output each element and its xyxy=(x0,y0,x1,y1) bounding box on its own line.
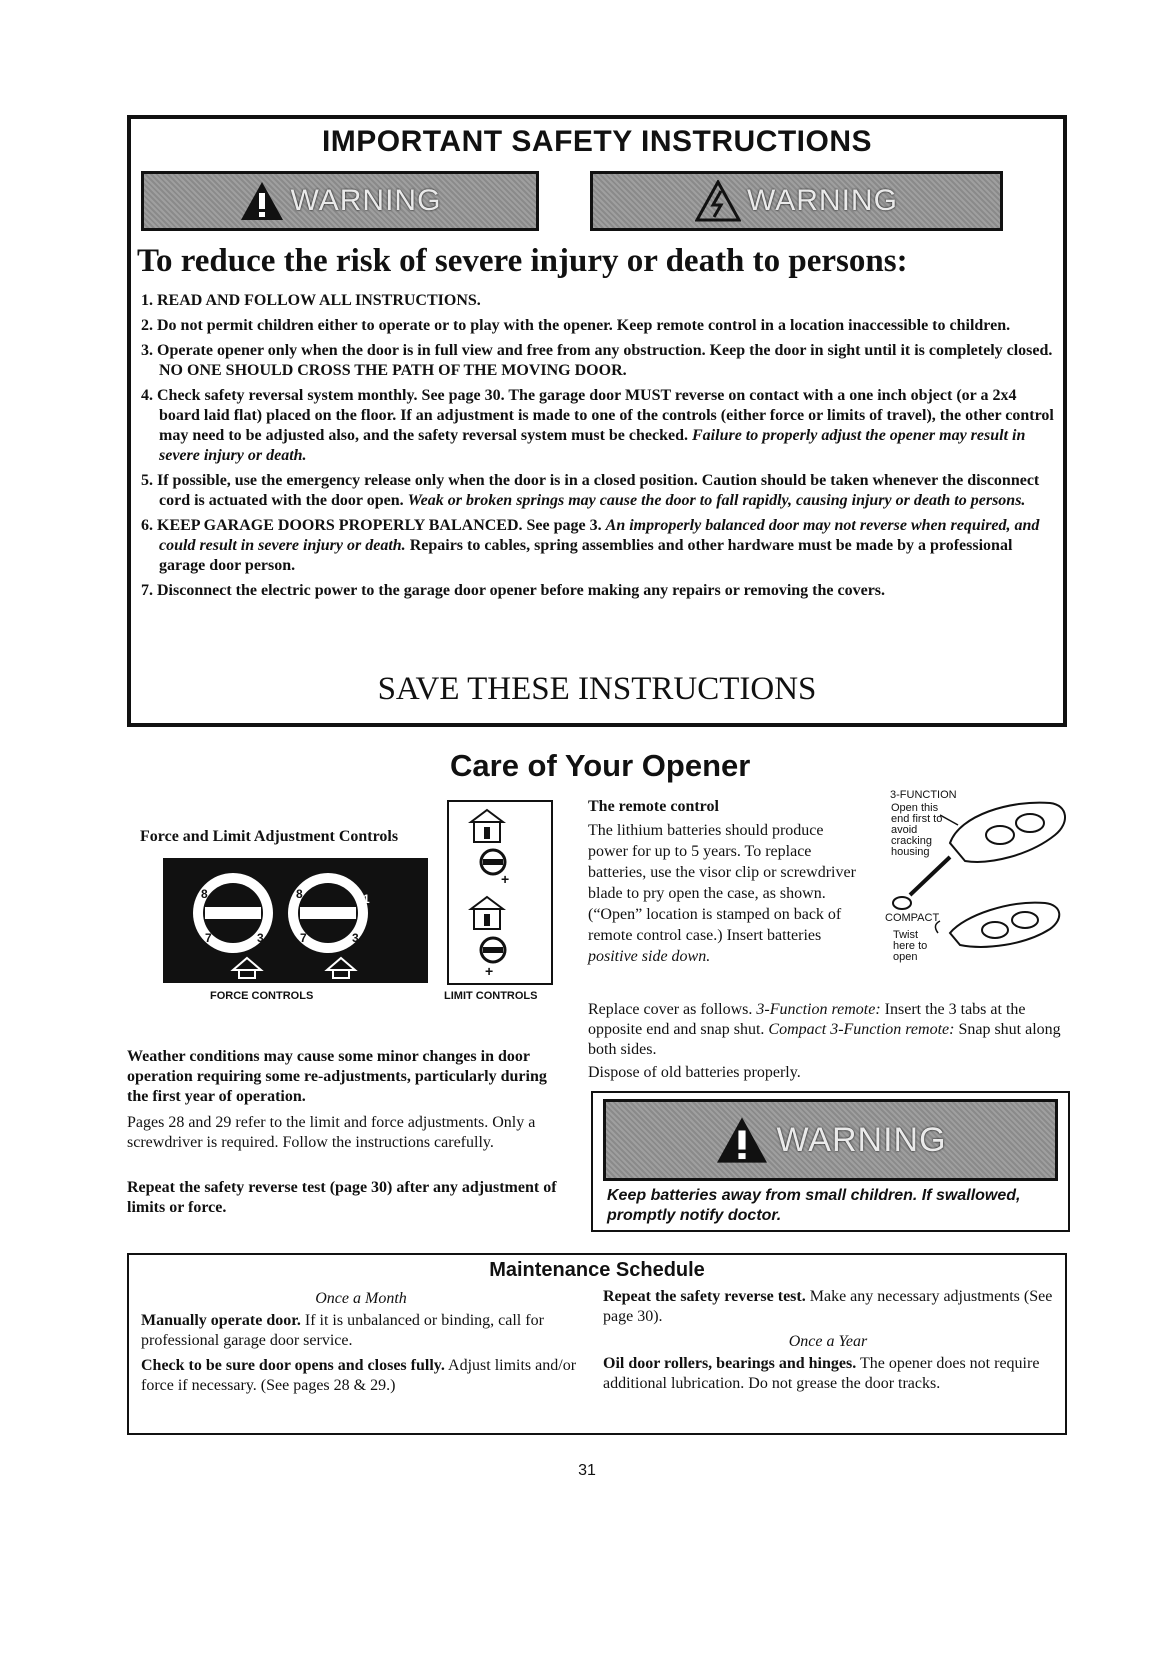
maintenance-item: Manually operate door. If it is unbalanced or binding, call for professional garage door service. xyxy=(141,1312,544,1349)
pages-note: Pages 28 and 29 refer to the limit and force adjustments. Only a screwdriver is required. Follow the instructions carefully. xyxy=(127,1114,536,1151)
safety-item: 5. If possible, use the emergency release only when the door is in a closed position. Caution should be taken whenever the disconnect cord is actuated with the door open. Weak or broken springs may cause the door to fall rapidly, causing injury or death to persons. xyxy=(141,472,1040,509)
warning-triangle-icon xyxy=(239,180,285,222)
page-number: 31 xyxy=(578,1462,596,1479)
maintenance-title: Maintenance Schedule xyxy=(489,1259,705,1281)
dial-number: 5 xyxy=(229,942,236,956)
safety-title: IMPORTANT SAFETY INSTRUCTIONS xyxy=(321,125,873,158)
warning-banner-right xyxy=(590,171,1003,231)
battery-warning-banner xyxy=(603,1099,1058,1181)
dial-number: 5 xyxy=(324,942,331,956)
save-instructions-title: SAVE THESE INSTRUCTIONS xyxy=(377,671,817,707)
adjustment-controls-label: Force and Limit Adjustment Controls xyxy=(140,828,399,845)
twist-label: Twist here to open xyxy=(893,929,928,963)
dial-number: 8 xyxy=(296,887,303,901)
maintenance-right-column xyxy=(603,1287,1053,1399)
maintenance-left-column xyxy=(141,1287,581,1401)
door-down-icon xyxy=(327,958,355,978)
svg-text:+: + xyxy=(501,871,510,887)
svg-text:+: + xyxy=(485,963,494,979)
limit-controls-figure xyxy=(447,800,553,985)
force-controls-figure xyxy=(163,858,428,983)
battery-warning-box xyxy=(591,1091,1070,1232)
warning-label: WARNING xyxy=(776,1120,947,1159)
warning-banner-left xyxy=(141,171,539,231)
safety-item: 3. Operate opener only when the door is in full view and free from any obstruction. Keep the door in sight until it is completely closed. NO ONE SHOULD CROSS THE PATH OF THE MOVING DOOR. xyxy=(141,342,1053,379)
force-dial-right xyxy=(288,873,370,956)
battery-warning-text: Keep batteries away from small children. If swallowed, promptly notify doctor. xyxy=(607,1187,1021,1224)
monthly-label: Once a Month xyxy=(315,1290,407,1307)
maintenance-item: Repeat the safety reverse test. Make any necessary adjustments (See page 30). xyxy=(603,1288,1053,1325)
replace-cover-text: Replace cover as follows. 3-Function remote: Insert the 3 tabs at the opposite end and snap shut. Compact 3-Function remote: Snap shut along both sides. xyxy=(588,1001,1061,1058)
warning-label: WARNING xyxy=(290,184,442,217)
dispose-batteries-text: Dispose of old batteries properly. xyxy=(588,1064,801,1081)
limit-screw-down-icon xyxy=(481,938,505,979)
care-title: Care of Your Opener xyxy=(450,748,751,783)
safety-item: 6. KEEP GARAGE DOORS PROPERLY BALANCED. See page 3. An improperly balanced door may not reverse when required, and could result in severe injury or death. Repairs to cables, spring assemblies and other hardware must be made by a professional garage door person. xyxy=(141,517,1040,574)
compact-label: COMPACT xyxy=(885,912,940,924)
compact-remote-icon xyxy=(935,903,1059,947)
maintenance-item: Check to be sure door opens and closes fully. Adjust limits and/or force if necessary. (See pages 28 & 29.) xyxy=(141,1357,577,1394)
safety-item: 2. Do not permit children either to operate or to play with the opener. Keep remote control in a location inaccessible to children. xyxy=(141,317,1011,334)
safety-list xyxy=(141,291,1056,606)
dial-number: 3 xyxy=(257,931,264,945)
open-end-label: Open this end first to avoid cracking housing xyxy=(891,802,943,858)
maintenance-item: Oil door rollers, bearings and hinges. The opener does not require additional lubrication. Do not grease the door tracks. xyxy=(603,1355,1040,1392)
garage-up-icon xyxy=(471,810,503,842)
warning-label: WARNING xyxy=(747,184,898,217)
safety-item: 4. Check safety reversal system monthly. See page 30. The garage door MUST reverse on contact with a one inch object (or a 2x4 board laid flat) placed on the floor. If an adjustment is made to one of the controls (either force or limits of travel), the other control may need to be adjusted also, and the safety reversal system must be checked. Failure to properly adjust the opener may result in severe injury or death. xyxy=(141,387,1054,464)
safety-item: 1. READ AND FOLLOW ALL INSTRUCTIONS. xyxy=(141,292,481,309)
remote-control-text: The lithium batteries should produce power for up to 5 years. To replace batteries, use the visor clip or screwdriver blade to pry open the case, as shown. (“Open” location is stamped on back of remote control case.) Insert batteries positive side down. xyxy=(588,822,856,965)
maintenance-schedule-box xyxy=(127,1253,1067,1435)
limit-controls-caption: LIMIT CONTROLS xyxy=(444,990,538,1002)
remote-control-heading: The remote control xyxy=(588,798,719,815)
warning-triangle-icon xyxy=(714,1115,770,1165)
risk-heading: To reduce the risk of severe injury or death to persons: xyxy=(137,243,908,279)
screwdriver-icon xyxy=(893,857,950,909)
door-up-icon xyxy=(233,958,261,978)
weather-note: Weather conditions may cause some minor changes in door operation requiring some re-adjustments, particularly during the first year of operation. xyxy=(127,1048,547,1105)
safety-item: 7. Disconnect the electric power to the garage door opener before making any repairs or removing the covers. xyxy=(141,582,886,599)
safety-instructions-box xyxy=(127,115,1067,727)
three-function-remote-icon xyxy=(940,803,1065,862)
dial-number: 8 xyxy=(201,887,208,901)
dial-number: 7 xyxy=(300,931,307,945)
three-function-label: 3-FUNCTION xyxy=(890,789,957,801)
electrical-hazard-icon xyxy=(695,180,741,222)
force-dial-left xyxy=(193,873,273,956)
yearly-label: Once a Year xyxy=(788,1333,868,1350)
dial-number: 7 xyxy=(205,931,212,945)
dial-number: 3 xyxy=(352,931,359,945)
dial-number: 1 xyxy=(363,892,370,906)
limit-screw-up-icon xyxy=(481,850,509,887)
force-controls-caption: FORCE CONTROLS xyxy=(210,990,314,1002)
repeat-test-note: Repeat the safety reverse test (page 30) after any adjustment of limits or force. xyxy=(127,1179,557,1216)
garage-down-icon xyxy=(471,897,503,929)
